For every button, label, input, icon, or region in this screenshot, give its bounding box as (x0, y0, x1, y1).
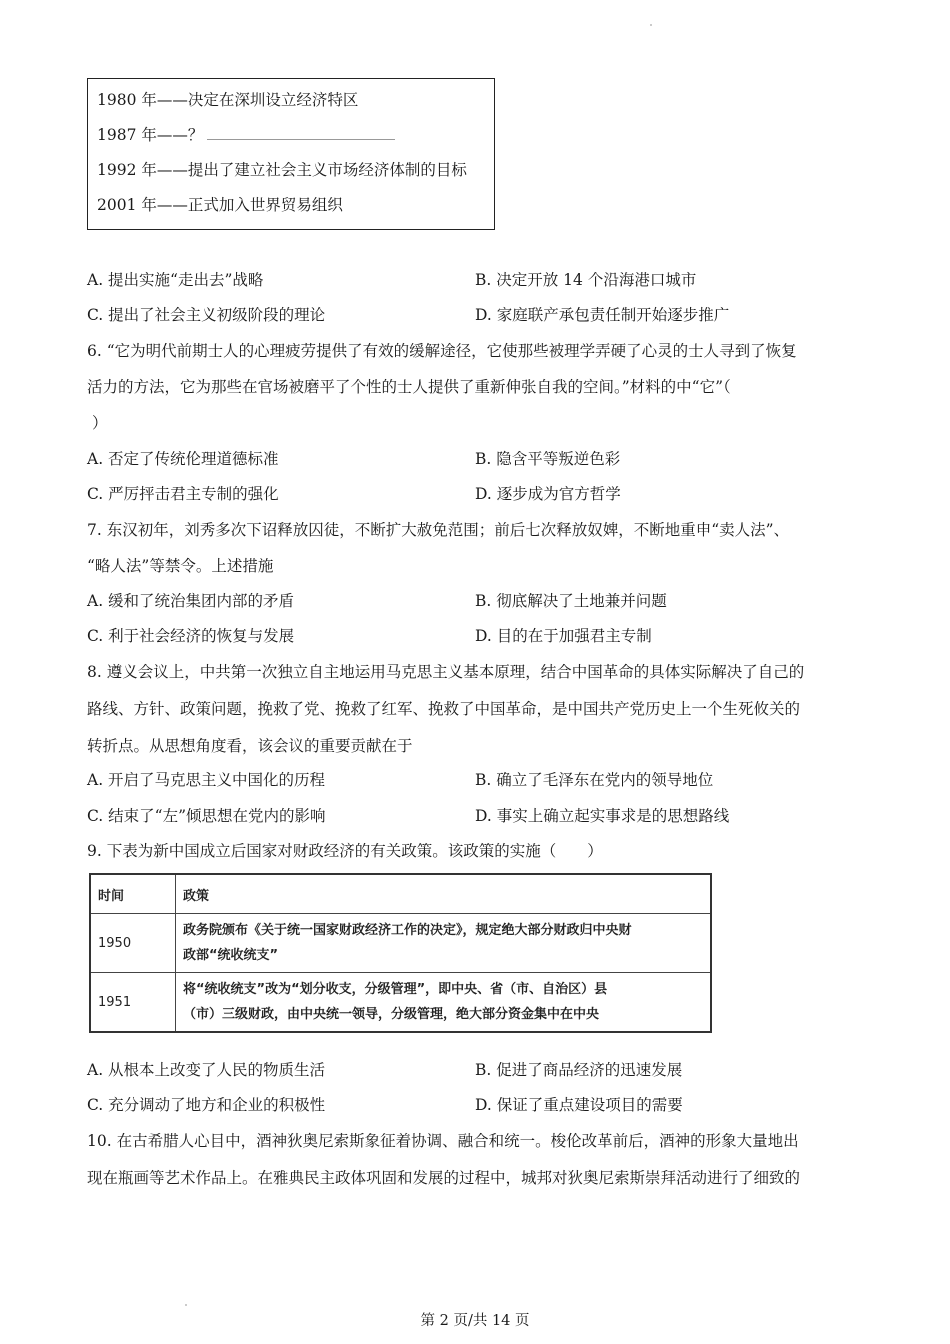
answer-blank (207, 126, 395, 140)
q8-stem-line-2: 路线、方针、政策问题，挽救了党、挽救了红军、挽救了中国革命，是中国共产党历史上一个生死攸关的 (87, 700, 801, 718)
table-cell-policy (176, 914, 712, 973)
timeline-row-1987 (97, 125, 395, 145)
q6-option-a[interactable]: A. 否定了传统伦理道德标准 (87, 450, 279, 468)
timeline-row-1992: 1992 年——提出了建立社会主义市场经济体制的目标 (97, 161, 467, 179)
q6-stem-line-1: 6. “它为明代前期士人的心理疲劳提供了有效的缓解途径，它使那些被理学弄硬了心灵的士人寻到了恢复 (87, 342, 797, 360)
q9-option-d[interactable]: D. 保证了重点建设项目的需要 (475, 1096, 683, 1114)
timeline-box (87, 78, 495, 230)
table-row (90, 914, 711, 973)
table-cell-year: 1951 (90, 973, 176, 1033)
q6-stem-line-3: ） (92, 414, 108, 432)
q10-stem-line-2: 现在瓶画等艺术作品上。在雅典民主政体巩固和发展的过程中，城邦对狄奥尼索斯崇拜活动进行了细致的 (87, 1169, 801, 1187)
policy-line: 政务院颁布《关于统一国家财政经济工作的决定》，规定绝大部分财政归中央财 (183, 923, 632, 938)
policy-table (89, 873, 712, 1033)
q8-option-d[interactable]: D. 事实上确立起实事求是的思想路线 (475, 807, 730, 825)
q7-option-c[interactable]: C. 利于社会经济的恢复与发展 (87, 627, 295, 645)
q6-option-c[interactable]: C. 严厉抨击君主专制的强化 (87, 485, 279, 503)
scan-speck (650, 24, 652, 26)
q7-option-a[interactable]: A. 缓和了统治集团内部的矛盾 (87, 592, 295, 610)
q8-option-c[interactable]: C. 结束了“左”倾思想在党内的影响 (87, 807, 326, 825)
q8-stem-line-3: 转折点。从思想角度看，该会议的重要贡献在于 (87, 737, 413, 755)
q7-option-b[interactable]: B. 彻底解决了土地兼并问题 (475, 592, 667, 610)
q5-option-c[interactable]: C. 提出了社会主义初级阶段的理论 (87, 306, 326, 324)
q9-option-b[interactable]: B. 促进了商品经济的迅速发展 (475, 1061, 683, 1079)
q9-stem: 9. 下表为新中国成立后国家对财政经济的有关政策。该政策的实施（ ） (87, 842, 603, 860)
q10-stem-line-1: 10. 在古希腊人心目中，酒神狄奥尼索斯象征着协调、融合和统一。梭伦改革前后，酒神的形象大量地出 (87, 1132, 799, 1150)
table-header-row (90, 874, 711, 914)
q9-option-c[interactable]: C. 充分调动了地方和企业的积极性 (87, 1096, 326, 1114)
q8-stem-line-1: 8. 遵义会议上，中共第一次独立自主地运用马克思主义基本原理，结合中国革命的具体实际解决了自己的 (87, 663, 805, 681)
policy-line: （市）三级财政，由中央统一领导，分级管理，绝大部分资金集中在中央 (183, 1007, 600, 1022)
q9-option-a[interactable]: A. 从根本上改变了人民的物质生活 (87, 1061, 326, 1079)
q8-option-b[interactable]: B. 确立了毛泽东在党内的领导地位 (475, 771, 714, 789)
q5-option-d[interactable]: D. 家庭联产承包责任制开始逐步推广 (475, 306, 730, 324)
q6-stem-line-2: 活力的方法，它为那些在官场被磨平了个性的士人提供了重新伸张自我的空间。”材料的中“它”（ (87, 378, 731, 396)
q5-option-a[interactable]: A. 提出实施“走出去”战略 (87, 271, 264, 289)
q7-option-d[interactable]: D. 目的在于加强君主专制 (475, 627, 652, 645)
timeline-row-1980: 1980 年——决定在深圳设立经济特区 (97, 91, 359, 109)
table-row (90, 973, 711, 1033)
q7-stem-line-2: “略人法”等禁令。上述措施 (87, 557, 274, 575)
timeline-row-2001: 2001 年——正式加入世界贸易组织 (97, 196, 343, 214)
q6-option-d[interactable]: D. 逐步成为官方哲学 (475, 485, 621, 503)
table-header-policy: 政策 (176, 874, 712, 914)
table-cell-policy (176, 973, 712, 1033)
q7-stem-line-1: 7. 东汉初年，刘秀多次下诏释放囚徒，不断扩大赦免范围；前后七次释放奴婢，不断地重申“卖人法”、 (87, 521, 790, 539)
page-footer: 第 2 页/共 14 页 (420, 1313, 530, 1329)
table-header-time: 时间 (90, 874, 176, 914)
timeline-row-1987-text: 1987 年——？ (97, 126, 204, 144)
q8-option-a[interactable]: A. 开启了马克思主义中国化的历程 (87, 771, 326, 789)
q6-option-b[interactable]: B. 隐含平等叛逆色彩 (475, 450, 621, 468)
policy-line: 将“统收统支”改为“划分收支，分级管理”，即中央、省（市、自治区）县 (183, 982, 608, 997)
policy-line: 政部“统收统支” (183, 948, 279, 963)
q5-option-b[interactable]: B. 决定开放 14 个沿海港口城市 (475, 271, 697, 289)
table-cell-year: 1950 (90, 914, 176, 973)
scan-speck (185, 1304, 187, 1306)
